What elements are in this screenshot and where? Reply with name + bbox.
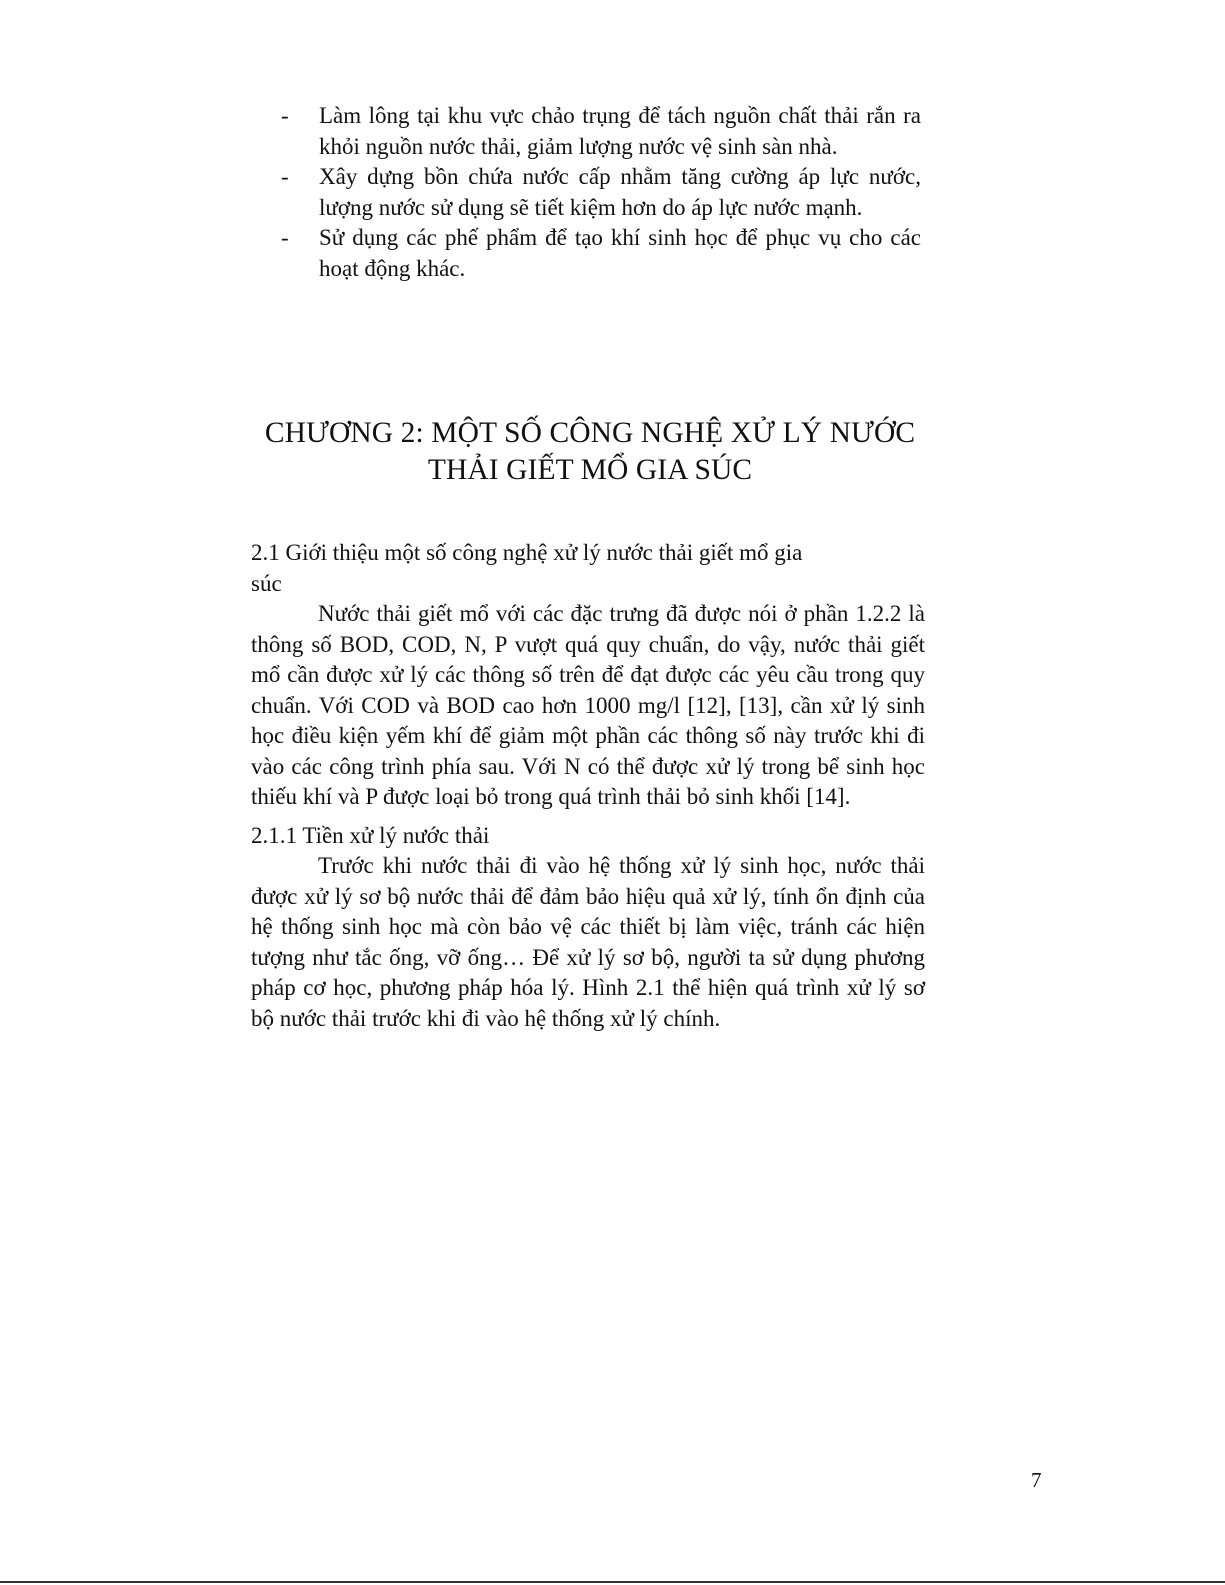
chapter-title-line-2: THẢI GIẾT MỔ GIA SÚC <box>427 454 753 486</box>
bullet-item <box>281 162 921 223</box>
section-2-1-paragraph: Nước thải giết mổ với các đặc trưng đã được nói ở phần 1.2.2 là thông số BOD, COD, N, P vượt quá quy chuẩn, do vậy, nước thải giết mổ cần được xử lý các thông số trên để đạt được các yêu cầu trong quy chuẩn. Với COD và BOD cao hơn 1000 mg/l [12], [13], cần xử lý sinh học điều kiện yếm khí để giảm một phần các thông số này trước khi đi vào các công trình phía sau. Với N có thể được xử lý trong bể sinh học thiếu khí và P được loại bỏ trong quá trình thải bỏ sinh khối [14]. <box>251 601 925 809</box>
bullet-marker: - <box>281 164 289 189</box>
section-heading-2-1: 2.1 Giới thiệu một số công nghệ xử lý nước thải giết mổ gia súc <box>251 540 803 596</box>
bullet-item <box>281 101 921 162</box>
page-number: 7 <box>1031 1468 1042 1492</box>
bullet-item <box>281 223 921 284</box>
bullet-marker: - <box>281 103 289 128</box>
bullet-text: Sử dụng các phế phẩm để tạo khí sinh học để phục vụ cho các hoạt động khác. <box>319 225 921 281</box>
page-bottom-divider <box>0 1581 1225 1583</box>
section-body <box>251 538 925 1034</box>
bullet-text: Xây dựng bồn chứa nước cấp nhằm tăng cường áp lực nước, lượng nước sử dụng sẽ tiết kiệm hơn do áp lực nước mạnh. <box>319 164 921 220</box>
section-2-1-1-paragraph: Trước khi nước thải đi vào hệ thống xử lý sinh học, nước thải được xử lý sơ bộ nước thải để đảm bảo hiệu quả xử lý, tính ổn định của hệ thống sinh học mà còn bảo vệ các thiết bị làm việc, tránh các hiện tượng như tắc ống, vỡ ống… Để xử lý sơ bộ, người ta sử dụng phương pháp cơ học, phương pháp hóa lý. Hình 2.1 thể hiện quá trình xử lý sơ bộ nước thải trước khi đi vào hệ thống xử lý chính. <box>251 853 925 1031</box>
bullet-text: Làm lông tại khu vực chảo trụng để tách nguồn chất thải rắn ra khỏi nguồn nước thải, giảm lượng nước vệ sinh sàn nhà. <box>319 103 921 159</box>
chapter-title <box>240 415 940 489</box>
bullet-marker: - <box>281 225 289 250</box>
chapter-title-line-1: CHƯƠNG 2: MỘT SỐ CÔNG NGHỆ XỬ LÝ NƯỚC <box>264 417 916 449</box>
section-heading-2-1-1: 2.1.1 Tiền xử lý nước thải <box>251 822 490 848</box>
bullet-list <box>281 101 921 284</box>
